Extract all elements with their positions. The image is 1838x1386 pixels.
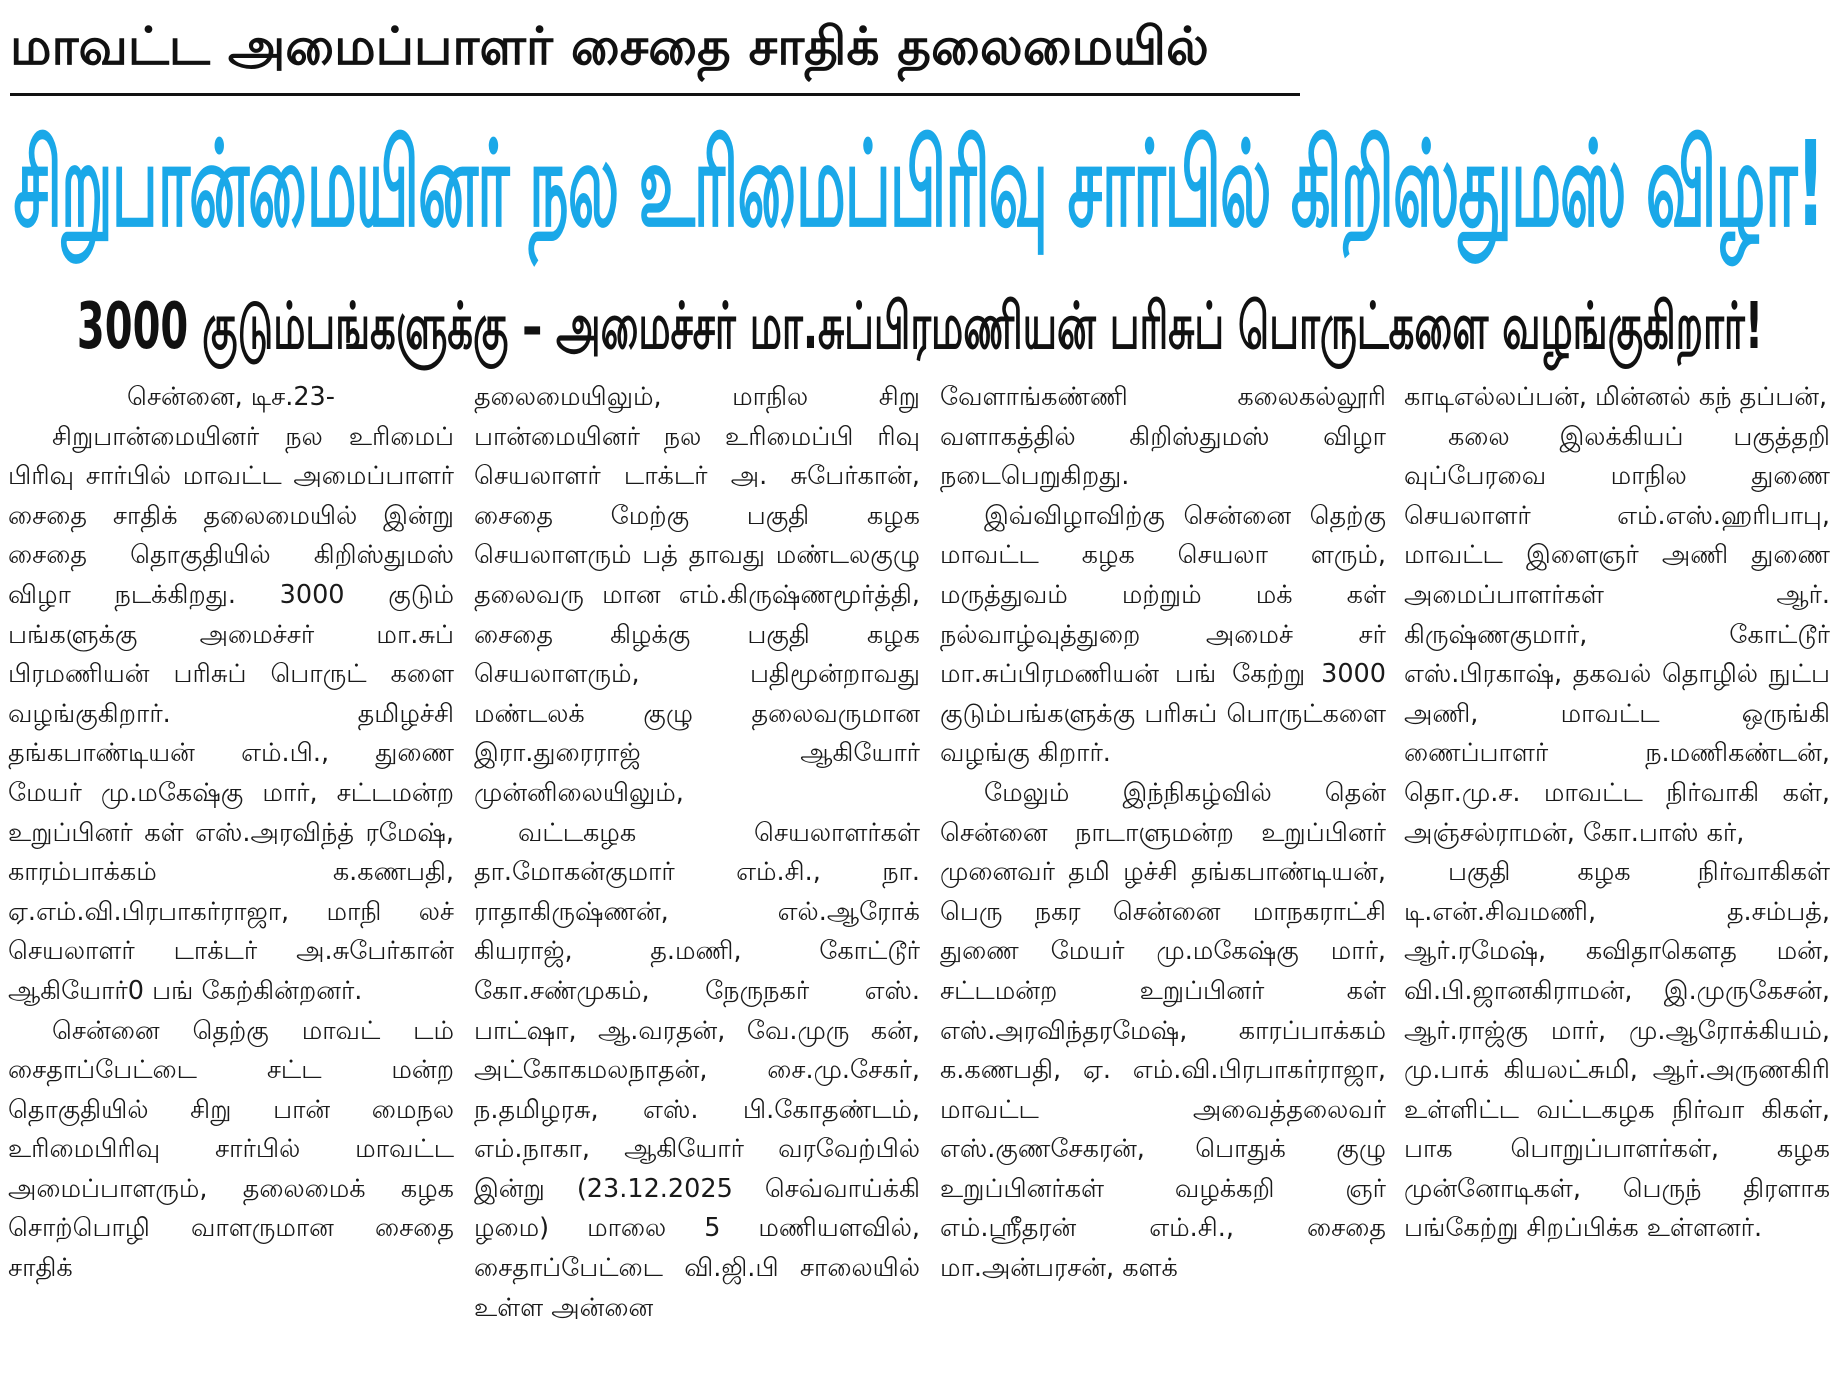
paragraph: சென்னை தெற்கு மாவட் டம் சைதாப்பேட்டை சட்ட மன்ற தொகுதியில் சிறு பான் மைநல உரிமைபிரிவு சார்பில் மாவட்ட அமைப்பாளரும், தலைமைக் கழக சொற்பொழி வாளருமான சைதை சாதிக்: [8, 1015, 454, 1284]
paragraph: சிறுபான்மையினர் நல உரிமைப் பிரிவு சார்பில் மாவட்ட அமைப்பாளர் சைதை சாதிக் தலைமையில் இன்று சைதை தொகுதியில் கிறிஸ்துமஸ் விழா நடக்கிறது. 3000 குடும் பங்களுக்கு அமைச்சர் மா.சுப் பிரமணியன் பரிசுப் பொருட் களை வழங்குகிறார். தமிழச்சி தங்கபாண்டியன் எம்.பி., துணை மேயர் மு.மகேஷ்கு மார், சட்டமன்ற உறுப்பினர் கள் எஸ்.அரவிந்த் ரமேஷ், காரம்பாக்கம் க.கணபதி, ஏ.எம்.வி.பிரபாகர்ராஜா, மாநி லச் செயலாளர் டாக்டர் அ.சுபேர்கான் ஆகியோர்0 பங் கேற்கின்றனர்.: [8, 421, 454, 1006]
subheadline-text: 3000 குடும்பங்களுக்கு – அமைச்சர் மா.சுப்பிரமணியன் பரிசுப் பொருட்களை வழங்குகிறார்!: [76, 290, 1764, 364]
paragraph: தலைமையிலும், மாநில சிறு பான்மையினர் நல உரிமைப்பி ரிவு செயலாளர் டாக்டர் அ. சுபேர்கான், சைதை மேற்கு பகுதி கழக செயலாளரும் பத் தாவது மண்டலகுழு தலைவரு மான எம்.கிருஷ்ணமூர்த்தி, சைதை கிழக்கு பகுதி கழக செயலாளரும், பதிமூன்றாவது மண்டலக் குழு தலைவருமான இரா.துரைராஜ் ஆகியோர் முன்னிலையிலும்,: [474, 382, 920, 808]
sub-headline: [20, 282, 1820, 372]
paragraph: வேளாங்கண்ணி கலைகல்லூரி வளாகத்தில் கிறிஸ்துமஸ் விழா நடைபெறுகிறது.: [940, 382, 1386, 492]
paragraph: இவ்விழாவிற்கு சென்னை தெற்கு மாவட்ட கழக செயலா ளரும், மருத்துவம் மற்றும் மக் கள் நல்வாழ்வுத்துறை அமைச் சர் மா.சுப்பிரமணியன் பங் கேற்று 3000 குடும்பங்களுக்கு பரிசுப் பொருட்களை வழங்கு கிறார்.: [940, 500, 1386, 769]
main-headline: [8, 100, 1830, 270]
kicker-heading: [10, 6, 1300, 96]
article-column-1: [8, 378, 454, 1378]
kicker-text: மாவட்ட அமைப்பாளர் சைதை சாதிக் தலைமையில்: [10, 17, 1209, 77]
article-column-3: [940, 378, 1386, 1378]
article-column-4: [1404, 378, 1830, 1378]
headline-text: சிறுபான்மையினர் நல உரிமைப்பிரிவு சார்பில் கிறிஸ்துமஸ் விழா!: [13, 114, 1825, 254]
paragraph: மேலும் இந்நிகழ்வில் தென் சென்னை நாடாளுமன்ற உறுப்பினர் முனைவர் தமி ழச்சி தங்கபாண்டியன், பெரு நகர சென்னை மாநகராட்சி துணை மேயர் மு.மகேஷ்கு மார், சட்டமன்ற உறுப்பினர் கள் எஸ்.அரவிந்தரமேஷ், காரப்பாக்கம் க.கணபதி, ஏ. எம்.வி.பிரபாகர்ராஜா, மாவட்ட அவைத்தலைவர் எஸ்.குணசேகரன், பொதுக் குழு உறுப்பினர்கள் வழக்கறி ஞர் எம்.ஸ்ரீதரன் எம்.சி., சைதை மா.அன்பரசன், களக்: [940, 777, 1386, 1284]
article-body: [8, 378, 1830, 1378]
paragraph: காடிஎல்லப்பன், மின்னல் கந் தப்பன்,: [1404, 382, 1828, 412]
paragraph: வட்டகழக செயலாளர்கள் தா.மோகன்குமார் எம்.சி., நா. ராதாகிருஷ்ணன், எல்.ஆரோக் கியராஜ், த.மணி, கோட்டூர் கோ.சண்முகம், நேருநகர் எஸ். பாட்ஷா, ஆ.வரதன், வே.முரு கன், அட்கோகமலநாதன், சை.மு.சேகர், ந.தமிழரசு, எஸ். பி.கோதண்டம், எம்.நாகா, ஆகியோர் வரவேற்பில் இன்று (23.12.2025 செவ்வாய்க்கி ழமை) மாலை 5 மணியளவில், சைதாப்பேட்டை வி.ஜி.பி சாலையில் உள்ள அன்னை: [474, 817, 920, 1323]
paragraph: கலை இலக்கியப் பகுத்தறி வுப்பேரவை மாநில துணை செயலாளர் எம்.எஸ்.ஹரிபாபு, மாவட்ட இளைஞர் அணி துணை அமைப்பாளர்கள் ஆர். கிருஷ்ணகுமார், கோட்டூர் எஸ்.பிரகாஷ், தகவல் தொழில் நுட்ப அணி, மாவட்ட ஒருங்கி ணைப்பாளர் ந.மணிகண்டன், தொ.மு.ச. மாவட்ட நிர்வாகி கள், அஞ்சல்ராமன், கோ.பாஸ் கர்,: [1404, 421, 1830, 848]
article-column-2: [474, 378, 920, 1378]
paragraph: பகுதி கழக நிர்வாகிகள் டி.என்.சிவமணி, த.சம்பத், ஆர்.ரமேஷ், கவிதாகௌத மன், வி.பி.ஜானகிராமன், இ.முருகேசன், ஆர்.ராஜ்கு மார், மு.ஆரோக்கியம், மு.பாக் கியலட்சுமி, ஆர்.அருணகிரி உள்ளிட்ட வட்டகழக நிர்வா கிகள், பாக பொறுப்பாளர்கள், கழக முன்னோடிகள், பெருந் திரளாக பங்கேற்று சிறப்பிக்க உள்ளனர்.: [1404, 857, 1830, 1244]
dateline: சென்னை, டிச.23-: [127, 382, 335, 412]
